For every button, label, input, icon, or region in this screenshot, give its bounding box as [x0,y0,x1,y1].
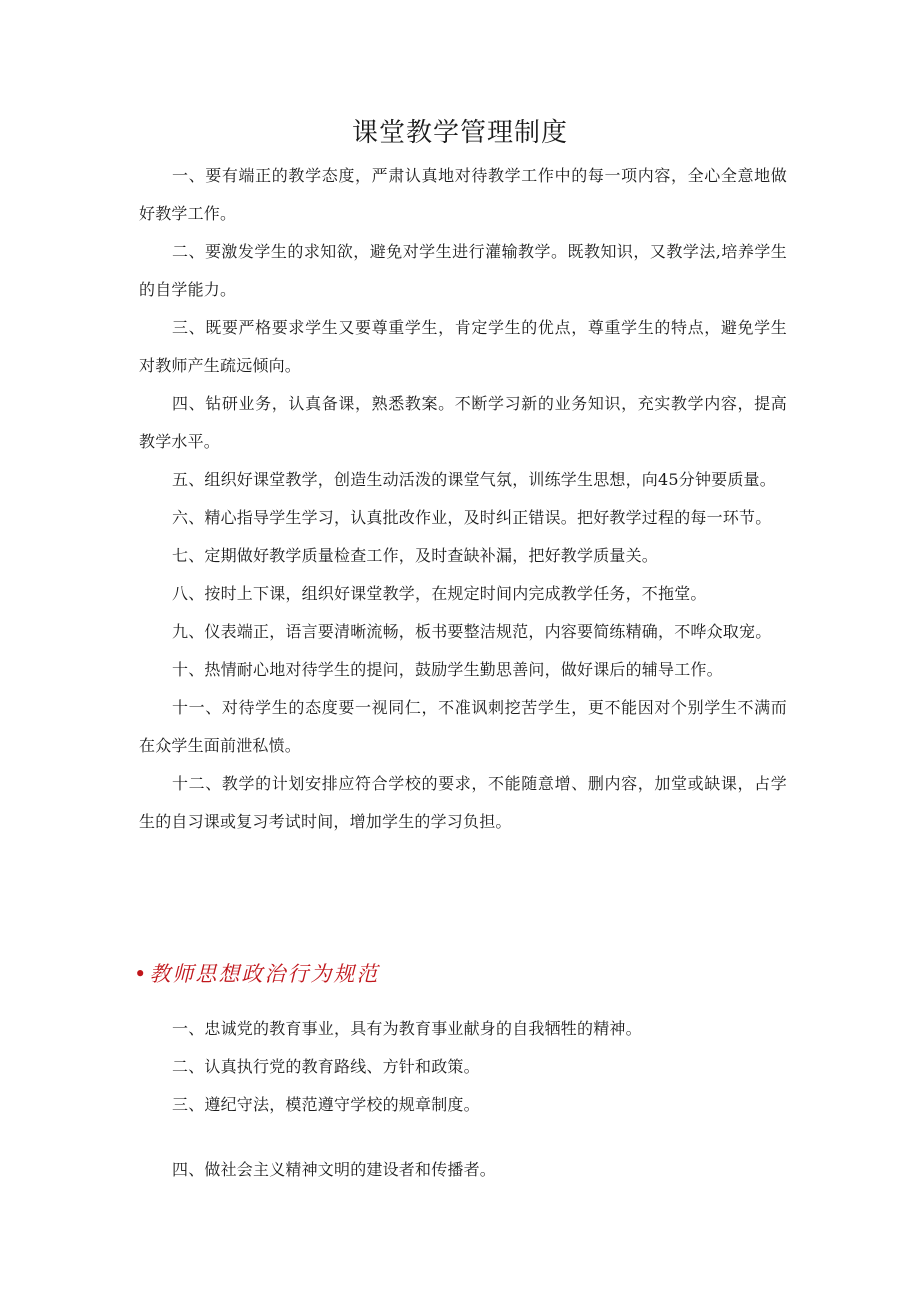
section-heading-text: 教师思想政治行为规范 [149,962,380,986]
conduct-list-tail [139,1151,787,1189]
document-title: 课堂教学管理制度 [351,118,568,148]
rule-paragraph: 四、钻研业务，认真备课，熟悉教案。不断学习新的业务知识，充实教学内容，提高教学水平。 [139,394,787,451]
rule-paragraph: 八、按时上下课，组织好课堂教学，在规定时间内完成教学任务，不拖堂。 [172,584,707,603]
rule-paragraph: 五、组织好课堂教学，创造生动活泼的课堂气氛，训练学生思想，向45分钟要质量。 [172,470,776,489]
conduct-list [139,1010,787,1124]
rules-list [139,157,787,841]
conduct-item: 一、忠诚党的教育事业，具有为教育事业献身的自我牺牲的精神。 [172,1019,642,1038]
rule-paragraph: 七、定期做好教学质量检查工作，及时查缺补漏，把好教学质量关。 [172,546,659,565]
bullet-icon: • [134,962,149,986]
conduct-item: 四、做社会主义精神文明的建设者和传播者。 [172,1160,497,1179]
rule-paragraph: 二、要激发学生的求知欲，避免对学生进行灌输教学。既教知识，又教学法,培养学生的自学能力。 [139,242,787,299]
conduct-item: 三、遵纪守法，模范遵守学校的规章制度。 [172,1095,480,1114]
rule-paragraph: 一、要有端正的教学态度，严肃认真地对待教学工作中的每一项内容，全心全意地做好教学工作。 [139,166,787,223]
rule-paragraph: 十一、对待学生的态度要一视同仁，不准讽刺挖苦学生，更不能因对个别学生不满而在众学生面前泄私愤。 [139,698,787,755]
rule-paragraph: 六、精心指导学生学习，认真批改作业，及时纠正错误。把好教学过程的每一环节。 [172,508,772,527]
rule-paragraph: 十、热情耐心地对待学生的提问，鼓励学生勤思善问，做好课后的辅导工作。 [172,660,723,679]
rule-paragraph: 三、既要严格要求学生又要尊重学生，肯定学生的优点，尊重学生的特点，避免学生对教师产生疏远倾向。 [139,318,787,375]
section-heading [134,958,379,988]
rule-paragraph: 十二、教学的计划安排应符合学校的要求，不能随意增、删内容，加堂或缺课，占学生的自习课或复习考试时间，增加学生的学习负担。 [139,774,787,831]
rule-paragraph: 九、仪表端正，语言要清晰流畅，板书要整洁规范，内容要简练精确，不哗众取宠。 [172,622,772,641]
conduct-item: 二、认真执行党的教育路线、方针和政策。 [172,1057,480,1076]
